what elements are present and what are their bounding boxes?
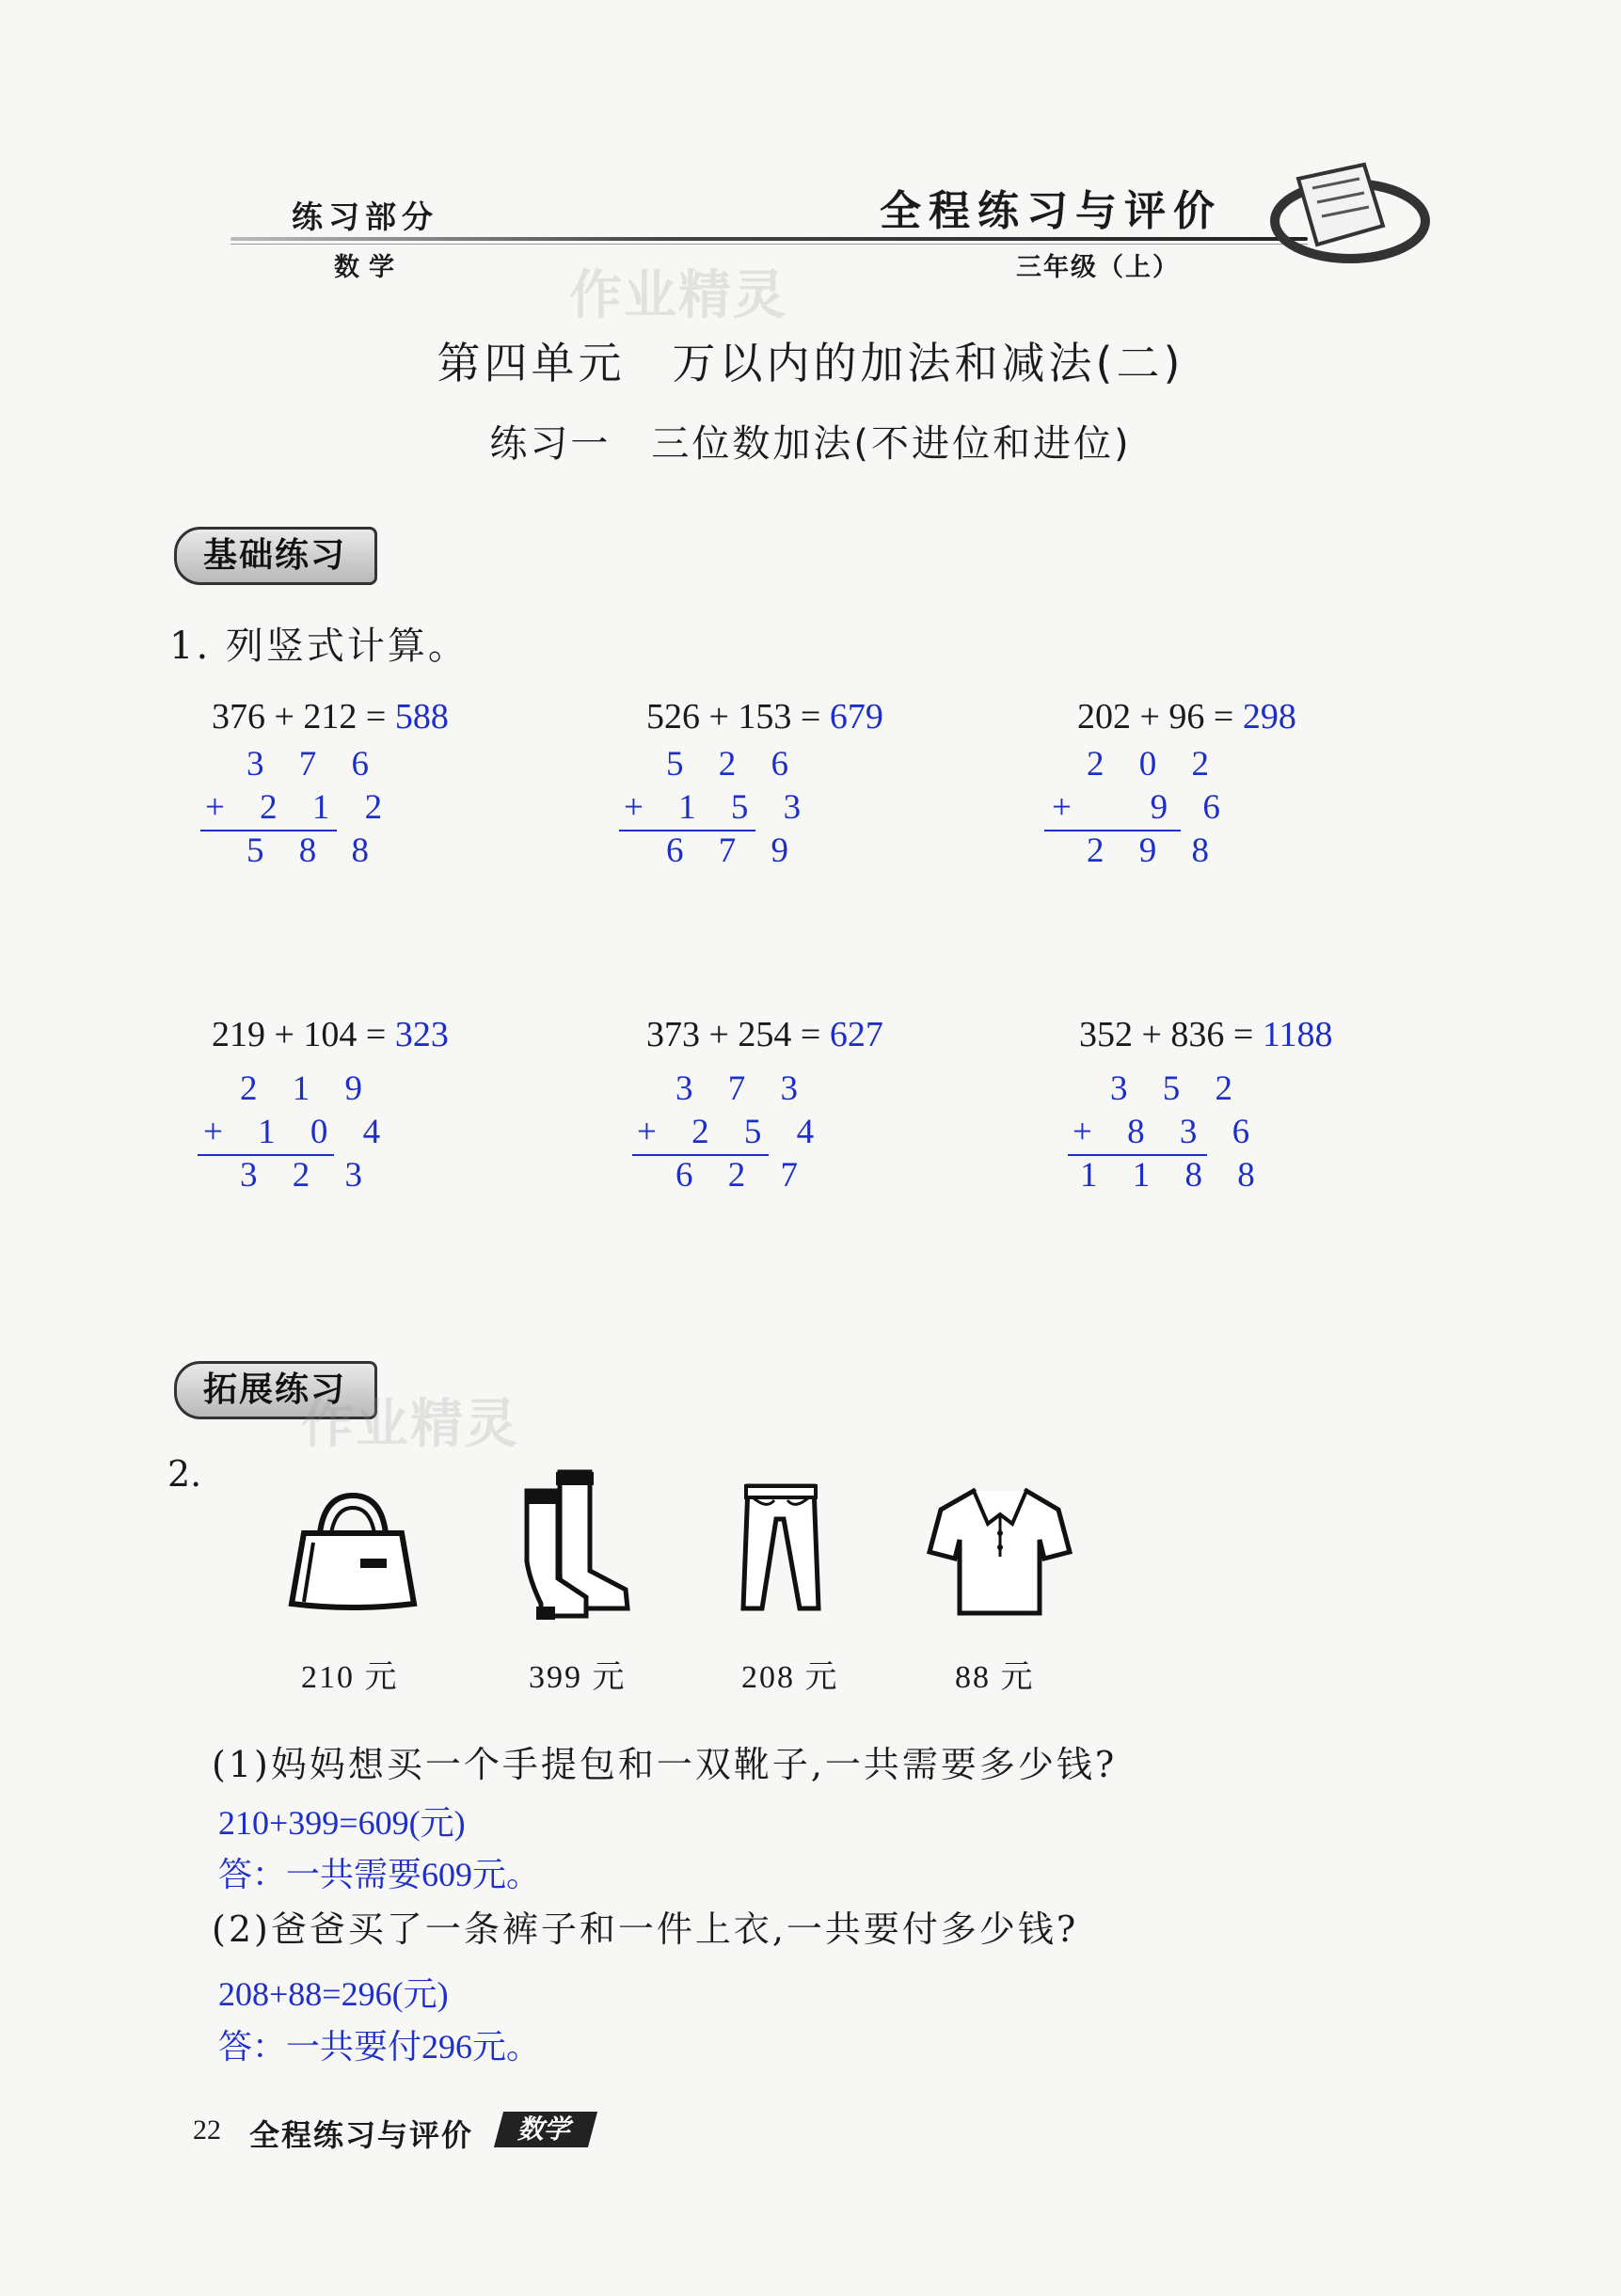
problem-1-expr: 376 + 212 = 588	[212, 697, 449, 736]
problem-6-top: 3 5 2	[1110, 1069, 1246, 1108]
footer-title: 全程练习与评价	[249, 2117, 474, 2153]
problem-3-top: 2 0 2	[1087, 745, 1222, 784]
section-badge-ext: 拓展练习	[174, 1361, 377, 1419]
question-2-label: 2.	[167, 1453, 202, 1495]
lesson-title: 练习一 三位数加法(不进位和进位)	[489, 422, 1132, 466]
problem-1-mid: + 2 1 2	[205, 788, 396, 827]
problem-2-bot: 6 7 9	[666, 831, 802, 870]
problem-1-top: 3 7 6	[246, 745, 382, 784]
header-grade: 三年级（上）	[1016, 253, 1180, 282]
problem-4-top: 2 1 9	[240, 1069, 375, 1108]
watermark-top: 作业精灵	[569, 265, 787, 326]
problem-2-expr: 526 + 153 = 679	[646, 697, 883, 736]
boots-price: 399 元	[529, 1660, 627, 1695]
watermark-mid: 作业精灵	[301, 1394, 519, 1455]
problem-3-answer: 298	[1242, 697, 1296, 736]
pants-icon	[739, 1481, 823, 1623]
header-section: 练习部分	[292, 198, 438, 235]
problem-5-top: 3 7 3	[675, 1069, 811, 1108]
sub-question-1: (1)妈妈想买一个手提包和一双靴子,一共需要多少钱?	[212, 1744, 1118, 1785]
problem-3-bot: 2 9 8	[1087, 831, 1222, 870]
problem-5-bot: 6 2 7	[675, 1156, 811, 1195]
problem-2-mid: + 1 5 3	[624, 788, 815, 827]
shirt-icon	[927, 1481, 1073, 1623]
problem-3-expr: 202 + 96 = 298	[1077, 697, 1296, 736]
problem-2-answer: 679	[829, 697, 883, 736]
problem-6-bot: 1 1 8 8	[1080, 1156, 1268, 1195]
problem-5-expr: 373 + 254 = 627	[646, 1015, 883, 1054]
sub-question-2-calc: 208+88=296(元)	[218, 1975, 449, 2013]
header-logo-icon	[1261, 155, 1430, 277]
problem-4-expr: 219 + 104 = 323	[212, 1015, 449, 1054]
problem-5-mid: + 2 5 4	[637, 1113, 828, 1151]
boots-icon	[522, 1467, 644, 1623]
sub-question-1-calc: 210+399=609(元)	[218, 1804, 466, 1842]
sub-question-1-answer: 答：一共需要609元。	[218, 1856, 541, 1893]
section-badge-basic: 基础练习	[174, 527, 377, 585]
problem-4-bot: 3 2 3	[240, 1156, 375, 1195]
problem-4-answer: 323	[394, 1015, 449, 1054]
problem-4-mid: + 1 0 4	[203, 1113, 394, 1151]
header-rule-thin	[230, 244, 1308, 245]
problem-1-bot: 5 8 8	[246, 831, 382, 870]
shirt-price: 88 元	[955, 1660, 1035, 1695]
problem-5-answer: 627	[829, 1015, 883, 1054]
sub-question-2-answer: 答：一共要付296元。	[218, 2028, 541, 2066]
problem-1-answer: 588	[394, 697, 449, 736]
bag-price: 210 元	[301, 1660, 399, 1695]
header-rule	[230, 237, 1308, 241]
page-number: 22	[193, 2114, 221, 2146]
bag-icon	[287, 1491, 419, 1613]
problem-6-mid: + 8 3 6	[1073, 1113, 1263, 1151]
unit-title: 第四单元 万以内的加法和减法(二)	[437, 338, 1184, 388]
problem-2-top: 5 2 6	[666, 745, 802, 784]
question-1-label: 1. 列竖式计算。	[169, 625, 469, 668]
pants-price: 208 元	[741, 1660, 839, 1695]
problem-6-answer: 1188	[1262, 1015, 1333, 1054]
sub-question-2: (2)爸爸买了一条裤子和一件上衣,一共要付多少钱?	[212, 1908, 1079, 1950]
header-book-title: 全程练习与评价	[880, 187, 1222, 235]
header-subject: 数学	[334, 253, 404, 282]
problem-3-mid: + 9 6	[1052, 788, 1233, 827]
problem-6-expr: 352 + 836 = 1188	[1079, 1015, 1333, 1054]
footer-subject-tag: 数学	[494, 2112, 597, 2147]
